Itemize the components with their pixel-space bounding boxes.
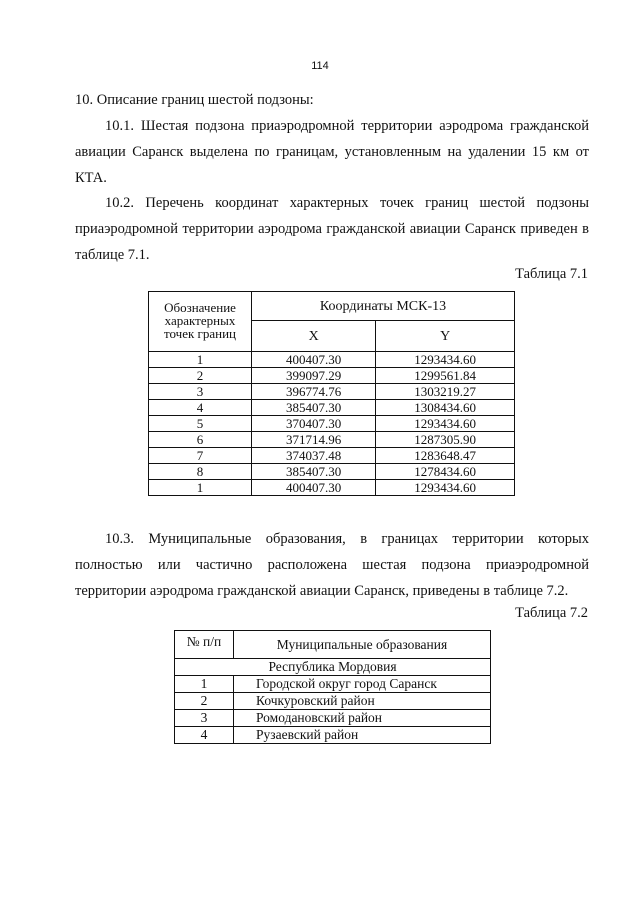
table-row — [175, 693, 491, 710]
municipalities-table — [174, 630, 491, 744]
table-row — [175, 710, 491, 727]
table-row — [149, 480, 515, 496]
header-point-designation: Обозначение характерных точек границ — [149, 292, 252, 352]
table-7-2-caption: Таблица 7.2 — [515, 605, 588, 621]
table-row — [149, 464, 515, 480]
y-cell: 1293434.60 — [376, 416, 515, 432]
x-cell: 399097.29 — [252, 368, 376, 384]
header-municipality: Муниципальные образования — [234, 631, 491, 659]
point-cell: 5 — [149, 416, 252, 432]
y-cell: 1293434.60 — [376, 480, 515, 496]
x-cell: 385407.30 — [252, 464, 376, 480]
table-row — [149, 352, 515, 368]
number-cell: 1 — [175, 676, 234, 693]
table-row — [149, 416, 515, 432]
paragraph-10-3: 10.3. Муниципальные образования, в границах территории которых полностью или частично расположена шестая подзона приаэродромной территории аэродрома гражданской авиации Саранск, приведены в таблице 7.2. — [75, 531, 589, 599]
x-cell: 371714.96 — [252, 432, 376, 448]
number-cell: 3 — [175, 710, 234, 727]
x-cell: 374037.48 — [252, 448, 376, 464]
y-cell: 1303219.27 — [376, 384, 515, 400]
paragraph-10-2: 10.2. Перечень координат характерных точек границ шестой подзоны приаэродромной территории аэродрома гражданской авиации Саранск приведен в таблице 7.1. — [75, 195, 589, 263]
header-y: Y — [376, 321, 515, 352]
x-cell: 400407.30 — [252, 352, 376, 368]
x-cell: 385407.30 — [252, 400, 376, 416]
municipality-cell: Ромодановский район — [234, 710, 491, 727]
point-cell: 6 — [149, 432, 252, 448]
region-cell: Республика Мордовия — [175, 659, 491, 676]
x-cell: 396774.76 — [252, 384, 376, 400]
header-coordinates: Координаты МСК-13 — [252, 292, 515, 321]
section-title: 10. Описание границ шестой подзоны: — [75, 92, 314, 108]
y-cell: 1299561.84 — [376, 368, 515, 384]
coordinates-table — [148, 291, 515, 496]
number-cell: 4 — [175, 727, 234, 744]
y-cell: 1293434.60 — [376, 352, 515, 368]
point-cell: 1 — [149, 480, 252, 496]
table-row — [149, 384, 515, 400]
region-row — [175, 659, 491, 676]
header-number: № п/п — [175, 631, 234, 659]
table-row — [149, 448, 515, 464]
header-x: X — [252, 321, 376, 352]
municipality-cell: Рузаевский район — [234, 727, 491, 744]
y-cell: 1287305.90 — [376, 432, 515, 448]
point-cell: 7 — [149, 448, 252, 464]
point-cell: 3 — [149, 384, 252, 400]
point-cell: 2 — [149, 368, 252, 384]
table-row — [175, 676, 491, 693]
x-cell: 370407.30 — [252, 416, 376, 432]
table-row — [175, 727, 491, 744]
paragraph-10-1: 10.1. Шестая подзона приаэродромной территории аэродрома гражданской авиации Саранск выделена по границам, установленным на удалении 15 км от КТА. — [75, 118, 589, 186]
point-cell: 4 — [149, 400, 252, 416]
table-row — [149, 368, 515, 384]
x-cell: 400407.30 — [252, 480, 376, 496]
point-cell: 8 — [149, 464, 252, 480]
number-cell: 2 — [175, 693, 234, 710]
point-cell: 1 — [149, 352, 252, 368]
table-7-1-caption: Таблица 7.1 — [515, 266, 588, 282]
y-cell: 1308434.60 — [376, 400, 515, 416]
y-cell: 1278434.60 — [376, 464, 515, 480]
municipality-cell: Городской округ город Саранск — [234, 676, 491, 693]
table-row — [149, 432, 515, 448]
page-number: 114 — [311, 60, 329, 72]
municipality-cell: Кочкуровский район — [234, 693, 491, 710]
y-cell: 1283648.47 — [376, 448, 515, 464]
table-row — [149, 400, 515, 416]
